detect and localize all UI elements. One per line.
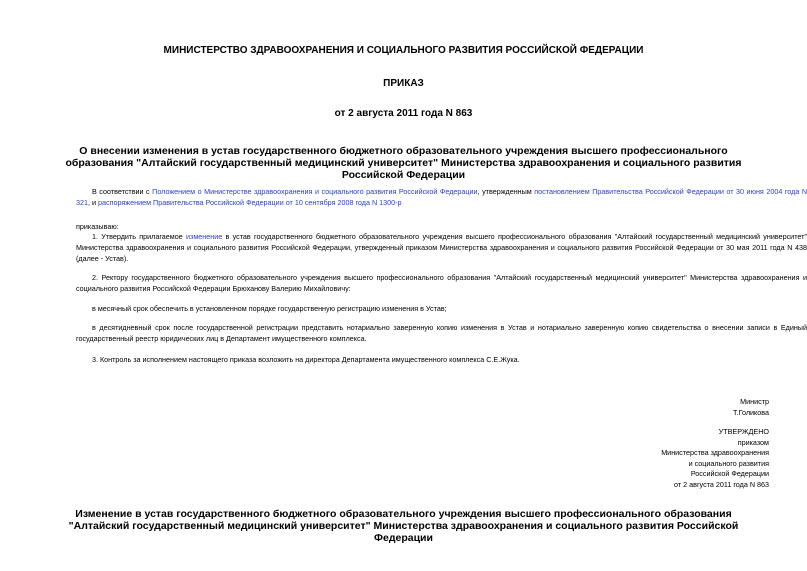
- approval-line-6: от 2 августа 2011 года N 863: [674, 479, 769, 489]
- intro-text-between: , утвержденным: [477, 187, 535, 196]
- intro-text-start: В соответствии с: [92, 187, 153, 196]
- intro-text-and: , и: [88, 198, 99, 207]
- item-2-month-paragraph: в месячный срок обеспечить в установленном порядке государственную регистрацию изменения в Устав;: [92, 304, 447, 313]
- approval-line-4: и социального развития: [688, 458, 769, 468]
- item-1-text-end: в устав государственного бюджетного образовательного учреждения высшего профессионального образования "Алтайский государственный медицинский университет" Министерства здравоохранения и социального развития Российской Федерации, утвержденный приказом Министерства здравоохранения и социального развития Российской Федерации от 30 мая 2011 года N 438 (далее - Устав).: [76, 232, 807, 263]
- approval-line-5: Российской Федерации: [690, 469, 769, 478]
- regulation-link[interactable]: Положением о Министерстве здравоохранения и социального развития Российской Федерации: [152, 187, 478, 196]
- item-2-paragraph: 2. Ректору государственного бюджетного образовательного учреждения высшего профессионального образования "Алтайский государственный медицинский университет" Министерства здравоохранения и социального развития Российской Федерации Брюханову Валерию Михайловичу:: [76, 273, 807, 293]
- order-word: приказываю:: [76, 222, 119, 231]
- signatory-title: Министр: [740, 397, 769, 406]
- document-subject: О внесении изменения в устав государственного бюджетного образовательного учреждения высшего профессионального образования "Алтайский государственный медицинский университет" Министерства здравоохранения и социального развития Российской Федерации: [65, 145, 742, 181]
- appendix-title: Изменение в устав государственного бюджетного образовательного учреждения высшего профессионального образования "Алтайский государственный медицинский университет" Министерства здравоохранения и социального развития Российской Федерации: [68, 508, 739, 544]
- document-date-number: от 2 августа 2011 года N 863: [334, 108, 473, 119]
- amendment-link[interactable]: изменение: [186, 232, 223, 241]
- approval-line-1: УТВЕРЖДЕНО: [718, 427, 769, 436]
- signature-block: [733, 397, 769, 418]
- item-1-text-start: 1. Утвердить прилагаемое: [92, 232, 187, 241]
- ministry-heading: МИНИСТЕРСТВО ЗДРАВООХРАНЕНИЯ И СОЦИАЛЬНОГО РАЗВИТИЯ РОССИЙСКОЙ ФЕДЕРАЦИИ: [163, 45, 644, 56]
- approval-block: [661, 427, 769, 490]
- approval-line-3: Министерства здравоохранения: [661, 448, 769, 457]
- signatory-name: Т.Голикова: [732, 407, 769, 417]
- item-3-paragraph: 3. Контроль за исполнением настоящего приказа возложить на директора Департамента имущественного комплекса С.Е.Жука.: [92, 355, 520, 364]
- document-type-heading: ПРИКАЗ: [383, 78, 424, 89]
- intro-paragraph: [76, 186, 807, 208]
- government-resolution-link[interactable]: постановлением Правительства Российской Федерации от 30 июня 2004 года N 321: [76, 187, 807, 207]
- item-2-ten-days-paragraph: в десятидневный срок после государственной регистрации представить нотариально заверенную копию изменения в Устав и нотариально заверенную копию свидетельства о внесении записи в Единый государственный реестр юридических лиц в Департамент имущественного комплекса.: [76, 323, 807, 343]
- government-order-link[interactable]: распоряжением Правительства Российской Федерации от 10 сентября 2008 года N 1300-р: [98, 198, 402, 207]
- approval-line-2: приказом: [737, 437, 769, 447]
- item-1-paragraph: [76, 231, 807, 264]
